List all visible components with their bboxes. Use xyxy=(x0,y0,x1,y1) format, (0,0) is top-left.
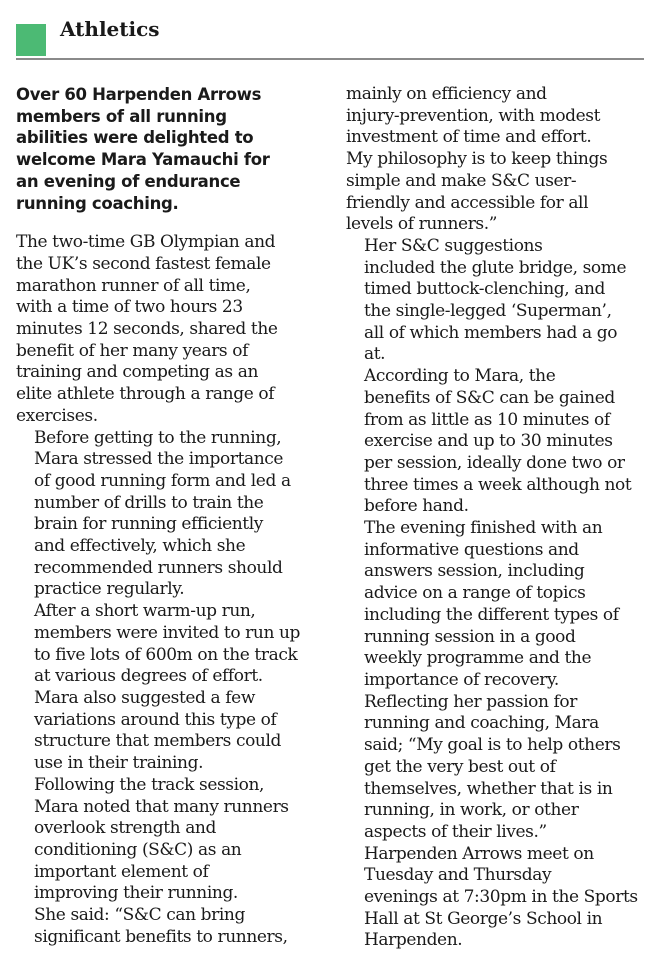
text-line: evenings at 7:30pm in the Sports xyxy=(364,887,638,908)
text-line: said; “My goal is to help others xyxy=(364,735,621,756)
text-line: Mara stressed the importance xyxy=(34,449,284,470)
text-line: an evening of endurance xyxy=(16,171,241,191)
article-paragraph xyxy=(16,905,321,948)
text-line: brain for running efficiently xyxy=(34,514,263,535)
text-line: and effectively, which she xyxy=(34,536,246,557)
text-line: investment of time and effort. xyxy=(346,127,592,148)
article-paragraph xyxy=(346,844,651,953)
text-line: friendly and accessible for all xyxy=(346,192,589,213)
text-line: simple and make S&C user- xyxy=(346,170,577,191)
text-line: at various degrees of effort. xyxy=(34,666,263,687)
text-line: Mara noted that many runners xyxy=(34,796,289,817)
article-column-right xyxy=(346,84,651,952)
text-line: benefit of her many years of xyxy=(16,340,248,361)
text-line: informative questions and xyxy=(364,539,579,560)
article-paragraph xyxy=(346,366,651,518)
text-line: the UK’s second fastest female xyxy=(16,253,271,274)
text-line: importance of recovery. xyxy=(364,669,559,690)
text-line: overlook strength and xyxy=(34,818,216,839)
text-line: welcome Mara Yamauchi for xyxy=(16,150,270,170)
text-line: including the different types of xyxy=(364,604,619,625)
text-line: practice regularly. xyxy=(34,579,185,600)
text-line: get the very best out of xyxy=(364,756,556,777)
text-line: before hand. xyxy=(364,496,469,517)
article-paragraph xyxy=(16,232,321,427)
article-paragraph xyxy=(346,692,651,844)
text-line: members were invited to run up xyxy=(34,622,301,643)
article-body-right xyxy=(346,84,651,952)
article-paragraph xyxy=(16,688,321,775)
text-line: My philosophy is to keep things xyxy=(346,149,608,170)
text-line: with a time of two hours 23 xyxy=(16,297,243,318)
text-line: variations around this type of xyxy=(34,709,277,730)
text-line: marathon runner of all time, xyxy=(16,275,251,296)
text-line: Over 60 Harpenden Arrows xyxy=(16,85,262,104)
article-paragraph xyxy=(16,601,321,688)
text-line: Harpenden Arrows meet on xyxy=(364,843,594,864)
text-line: recommended runners should xyxy=(34,557,283,578)
text-line: After a short warm-up run, xyxy=(34,601,256,622)
text-line: training and competing as an xyxy=(16,362,258,383)
text-line: members of all running xyxy=(16,106,227,126)
text-line: benefits of S&C can be gained xyxy=(364,387,615,408)
text-line: structure that members could xyxy=(34,731,281,752)
text-line: According to Mara, the xyxy=(364,366,556,387)
text-line: abilities were delighted to xyxy=(16,128,254,148)
text-line: Reflecting her passion for xyxy=(364,691,577,712)
text-line: number of drills to train the xyxy=(34,492,264,513)
text-line: levels of runners.” xyxy=(346,214,498,235)
text-line: from as little as 10 minutes of xyxy=(364,409,610,430)
text-line: elite athlete through a range of xyxy=(16,384,275,405)
text-line: exercises. xyxy=(16,405,98,426)
article-column-left xyxy=(16,84,321,948)
text-line: running, in work, or other xyxy=(364,800,579,821)
text-line: three times a week although not xyxy=(364,474,632,495)
text-line: per session, ideally done two or xyxy=(364,452,625,473)
text-line: conditioning (S&C) as an xyxy=(34,839,242,860)
section-header xyxy=(16,14,644,60)
text-line: Her S&C suggestions xyxy=(364,235,543,256)
text-line: Tuesday and Thursday xyxy=(364,865,552,886)
text-line: use in their training. xyxy=(34,753,204,774)
text-line: running and coaching, Mara xyxy=(364,713,599,734)
text-line: aspects of their lives.” xyxy=(364,821,547,842)
text-line: Hall at St George’s School in xyxy=(364,908,603,929)
article-paragraph xyxy=(16,428,321,602)
article-paragraph xyxy=(16,775,321,905)
text-line: included the glute bridge, some xyxy=(364,257,627,278)
text-line: improving their running. xyxy=(34,883,238,904)
text-line: advice on a range of topics xyxy=(364,583,586,604)
article-lede xyxy=(16,84,321,214)
text-line: significant benefits to runners, xyxy=(34,926,288,947)
text-line: She said: “S&C can bring xyxy=(34,905,245,926)
section-accent-block xyxy=(16,24,46,56)
text-line: weekly programme and the xyxy=(364,648,592,669)
article-paragraph xyxy=(346,518,651,692)
text-line: Before getting to the running, xyxy=(34,427,282,448)
text-line: themselves, whether that is in xyxy=(364,778,613,799)
text-line: The evening finished with an xyxy=(364,518,603,539)
text-line: Harpenden. xyxy=(364,930,463,951)
text-line: timed buttock-clenching, and xyxy=(364,279,606,300)
text-line: important element of xyxy=(34,861,209,882)
text-line: mainly on efficiency and xyxy=(346,84,547,104)
text-line: minutes 12 seconds, shared the xyxy=(16,319,278,340)
text-line: injury-prevention, with modest xyxy=(346,105,601,126)
text-line: of good running form and led a xyxy=(34,470,291,491)
text-line: Following the track session, xyxy=(34,774,265,795)
article-paragraph xyxy=(346,84,651,236)
text-line: all of which members had a go xyxy=(364,322,618,343)
text-line: answers session, including xyxy=(364,561,585,582)
article-paragraph xyxy=(346,236,651,366)
text-line: to five lots of 600m on the track xyxy=(34,644,298,665)
text-line: the single-legged ‘Superman’, xyxy=(364,301,612,322)
section-title: Athletics xyxy=(60,17,160,41)
text-line: Mara also suggested a few xyxy=(34,687,255,708)
text-line: running session in a good xyxy=(364,626,576,647)
text-line: The two-time GB Olympian and xyxy=(16,232,276,253)
text-line: at. xyxy=(364,344,386,365)
text-line: exercise and up to 30 minutes xyxy=(364,431,613,452)
article-body-left xyxy=(16,232,321,948)
text-line: running coaching. xyxy=(16,193,179,213)
